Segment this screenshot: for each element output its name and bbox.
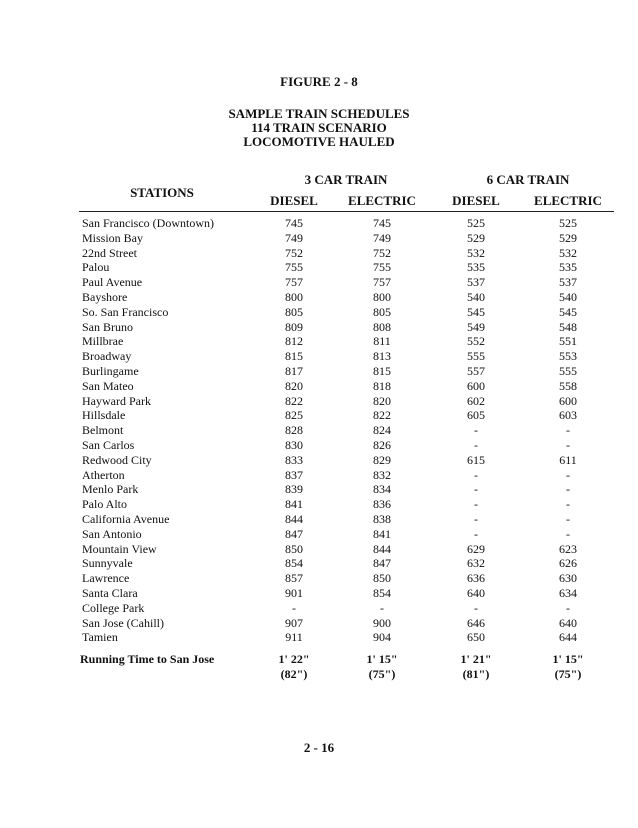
station-name: San Mateo [82,378,134,393]
table-row [0,438,638,453]
schedule-time-cell: 815 [285,349,303,364]
schedule-time-cell: 749 [285,230,303,245]
schedule-time-cell: 529 [559,230,577,245]
table-row [0,556,638,571]
schedule-time-cell: - [474,482,478,497]
schedule-time-cell: 557 [467,363,485,378]
table-row [0,275,638,290]
column-header-3car-electric: ELECTRIC [348,193,416,208]
table-row [0,231,638,246]
station-name: Palou [82,260,110,275]
schedule-time-cell: 809 [285,319,303,334]
station-name: Burlingame [82,363,139,378]
schedule-time-cell: 634 [559,585,577,600]
running-time-value: 1' 15" [366,652,398,666]
figure-label: FIGURE 2 - 8 [280,74,358,89]
schedule-time-cell: - [474,437,478,452]
schedule-time-cell: 854 [373,585,391,600]
schedule-time-cell: 535 [559,260,577,275]
schedule-time-cell: 636 [467,571,485,586]
station-name: So. San Francisco [82,304,169,319]
schedule-time-cell: 857 [285,571,303,586]
column-header-3car-diesel: DIESEL [270,193,318,208]
schedule-time-cell: 812 [285,334,303,349]
page-number: 2 - 16 [303,740,335,755]
schedule-time-cell: 529 [467,230,485,245]
schedule-time-cell: 829 [373,452,391,467]
schedule-time-cell: 535 [467,260,485,275]
station-name: Mission Bay [82,230,144,245]
heading-line: 114 TRAIN SCENARIO [251,120,387,135]
table-row [0,305,638,320]
running-time-value: 1' 21" [460,652,492,666]
schedule-time-cell: 815 [373,363,391,378]
schedule-time-cell: 805 [285,304,303,319]
schedule-time-cell: - [380,600,384,615]
table-row [0,468,638,483]
schedule-time-cell: 837 [285,467,303,482]
schedule-time-cell: 602 [467,393,485,408]
table-row [0,453,638,468]
schedule-time-cell: 841 [285,497,303,512]
schedule-time-cell: 904 [373,630,391,645]
header-rule [79,211,614,212]
schedule-time-cell: - [474,511,478,526]
table-row [0,260,638,275]
schedule-time-cell: 551 [559,334,577,349]
station-name: Broadway [82,349,132,364]
schedule-time-cell: 525 [559,216,577,230]
schedule-time-cell: - [566,437,570,452]
group-header-3-car: 3 CAR TRAIN [304,172,388,187]
schedule-time-cell: - [474,467,478,482]
station-name: College Park [82,600,145,615]
station-name: Paul Avenue [82,275,143,290]
station-name: Redwood City [82,452,152,467]
schedule-time-cell: 847 [373,556,391,571]
schedule-time-cell: 820 [373,393,391,408]
station-name: California Avenue [82,511,170,526]
table-row [0,246,638,261]
schedule-time-cell: 623 [559,541,577,556]
schedule-time-cell: 555 [467,349,485,364]
running-time-value: 1' 15" [552,652,584,666]
schedule-time-cell: 537 [467,275,485,290]
schedule-time-cell: 640 [559,615,577,630]
schedule-time-cell: 600 [467,378,485,393]
schedule-time-cell: 644 [559,630,577,645]
schedule-time-cell: 850 [373,571,391,586]
schedule-time-cell: 650 [467,630,485,645]
schedule-time-cell: 745 [285,216,303,230]
schedule-heading [0,107,638,149]
schedule-time-cell: 901 [285,585,303,600]
schedule-time-cell: 811 [373,334,391,349]
heading-line: LOCOMOTIVE HAULED [243,134,395,149]
schedule-time-cell: 805 [373,304,391,319]
station-name: Mountain View [82,541,157,556]
table-row [0,216,638,231]
table-row [0,586,638,601]
schedule-time-cell: 755 [373,260,391,275]
station-name: Tamien [82,630,118,645]
schedule-time-cell: 813 [373,349,391,364]
schedule-time-cell: 626 [559,556,577,571]
table-row [0,482,638,497]
column-header-6car-electric: ELECTRIC [534,193,602,208]
schedule-time-cell: 824 [373,423,391,438]
schedule-time-cell: 532 [467,245,485,260]
table-row [0,364,638,379]
schedule-time-cell: - [474,526,478,541]
schedule-time-cell: 545 [559,304,577,319]
station-name: Santa Clara [82,585,138,600]
schedule-time-cell: 558 [559,378,577,393]
schedule-time-cell: - [566,423,570,438]
running-time-minutes: (82") [280,667,308,681]
schedule-time-cell: 833 [285,452,303,467]
station-name: Belmont [82,423,124,438]
schedule-time-cell: 615 [467,452,485,467]
schedule-time-cell: 540 [559,289,577,304]
schedule-time-cell: 540 [467,289,485,304]
schedule-time-cell: 825 [285,408,303,423]
table-row [0,512,638,527]
station-name: Lawrence [82,571,130,586]
schedule-table-body [0,216,638,645]
schedule-time-cell: 854 [285,556,303,571]
schedule-time-cell: 757 [285,275,303,290]
schedule-time-cell: 836 [373,497,391,512]
schedule-time-cell: 844 [373,541,391,556]
schedule-time-cell: 549 [467,319,485,334]
schedule-time-cell: - [566,526,570,541]
schedule-time-cell: - [474,423,478,438]
station-name: Millbrae [82,334,124,349]
schedule-time-cell: 822 [285,393,303,408]
schedule-time-cell: 552 [467,334,485,349]
schedule-time-cell: 548 [559,319,577,334]
schedule-time-cell: 749 [373,230,391,245]
schedule-time-cell: 800 [373,289,391,304]
schedule-time-cell: 818 [373,378,391,393]
station-name: Sunnyvale [82,556,133,571]
schedule-time-cell: 911 [285,630,303,645]
table-row [0,630,638,645]
schedule-time-cell: 630 [559,571,577,586]
schedule-time-cell: 611 [559,452,577,467]
table-row [0,571,638,586]
schedule-time-cell: 808 [373,319,391,334]
schedule-time-cell: - [566,497,570,512]
table-row [0,334,638,349]
schedule-time-cell: 800 [285,289,303,304]
column-header-6car-diesel: DIESEL [452,193,500,208]
schedule-time-cell: 839 [285,482,303,497]
schedule-time-cell: 822 [373,408,391,423]
station-name: Bayshore [82,289,128,304]
schedule-time-cell: 640 [467,585,485,600]
schedule-time-cell: 646 [467,615,485,630]
schedule-time-cell: 830 [285,437,303,452]
schedule-time-cell: 600 [559,393,577,408]
table-row [0,408,638,423]
schedule-time-cell: 545 [467,304,485,319]
schedule-time-cell: 844 [285,511,303,526]
table-row [0,320,638,335]
table-row [0,290,638,305]
schedule-time-cell: 632 [467,556,485,571]
schedule-time-cell: - [566,600,570,615]
schedule-time-cell: - [474,497,478,512]
running-time-minutes: (75") [368,667,396,681]
station-name: Hillsdale [82,408,126,423]
schedule-time-cell: 838 [373,511,391,526]
schedule-time-cell: 832 [373,467,391,482]
schedule-time-cell: 847 [285,526,303,541]
table-row [0,601,638,616]
station-name: San Francisco (Downtown) [82,216,214,230]
schedule-time-cell: 752 [373,245,391,260]
table-row [0,349,638,364]
station-name: Hayward Park [82,393,151,408]
table-row [0,423,638,438]
running-time-minutes: (75") [554,667,582,681]
station-name: San Antonio [82,526,142,541]
station-name: Palo Alto [82,497,128,512]
table-row [0,616,638,631]
table-row [0,394,638,409]
running-time-minutes: (81") [462,667,490,681]
schedule-time-cell: 745 [373,216,391,230]
schedule-time-cell: 817 [285,363,303,378]
schedule-time-cell: 907 [285,615,303,630]
schedule-time-cell: 555 [559,363,577,378]
schedule-time-cell: - [566,482,570,497]
schedule-time-cell: 850 [285,541,303,556]
schedule-time-cell: 820 [285,378,303,393]
schedule-time-cell: 603 [559,408,577,423]
schedule-time-cell: 828 [285,423,303,438]
schedule-time-cell: 826 [373,437,391,452]
schedule-time-cell: 900 [373,615,391,630]
schedule-time-cell: 834 [373,482,391,497]
schedule-time-cell: - [566,467,570,482]
stations-column-header: STATIONS [130,185,194,200]
schedule-time-cell: 755 [285,260,303,275]
schedule-time-cell: 752 [285,245,303,260]
schedule-time-cell: 537 [559,275,577,290]
schedule-time-cell: 841 [373,526,391,541]
station-name: Menlo Park [82,482,139,497]
schedule-time-cell: 532 [559,245,577,260]
heading-line: SAMPLE TRAIN SCHEDULES [228,106,410,121]
table-row [0,497,638,512]
schedule-time-cell: 629 [467,541,485,556]
schedule-time-cell: 605 [467,408,485,423]
schedule-time-cell: - [292,600,296,615]
schedule-time-cell: - [474,600,478,615]
station-name: 22nd Street [82,245,137,260]
schedule-time-cell: 757 [373,275,391,290]
station-name: San Carlos [82,437,135,452]
station-name: San Jose (Cahill) [82,615,164,630]
schedule-time-cell: - [566,511,570,526]
station-name: Atherton [82,467,125,482]
table-row [0,542,638,557]
table-row [0,379,638,394]
table-row [0,527,638,542]
running-time-label: Running Time to San Jose [80,652,215,666]
schedule-time-cell: 525 [467,216,485,230]
group-header-6-car: 6 CAR TRAIN [486,172,570,187]
running-time-value: 1' 22" [278,652,310,666]
schedule-time-cell: 553 [559,349,577,364]
station-name: San Bruno [82,319,133,334]
